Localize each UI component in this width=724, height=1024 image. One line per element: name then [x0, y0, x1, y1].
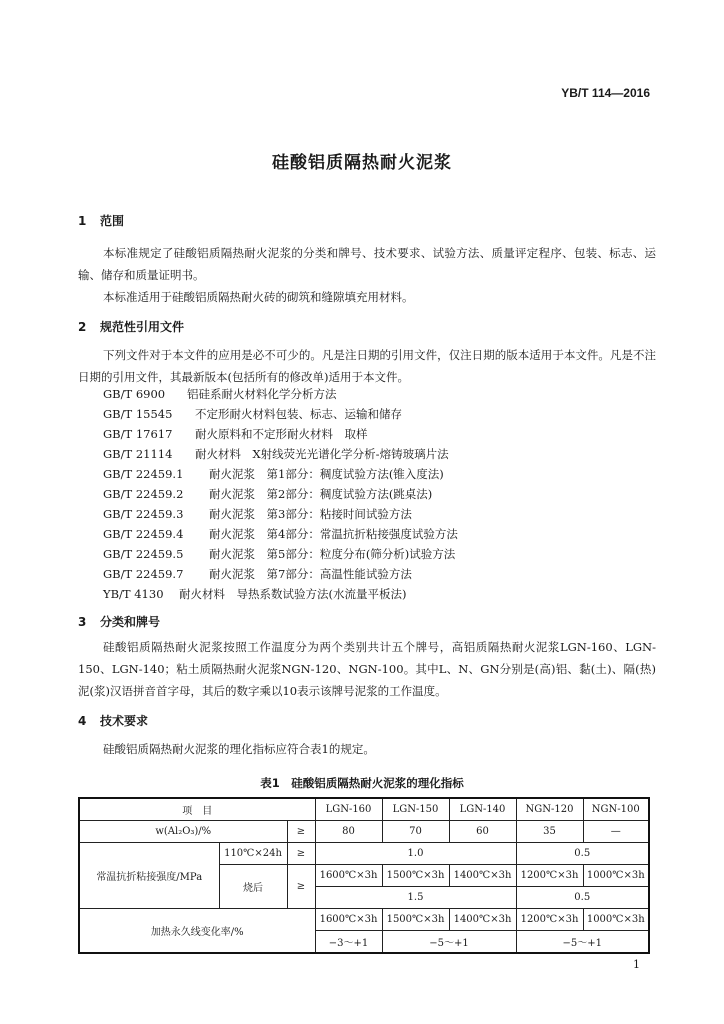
reference-code: YB/T 4130 — [103, 587, 164, 601]
section-number: 4 — [78, 714, 87, 728]
table-header-row — [79, 798, 649, 821]
reference-item — [103, 524, 458, 544]
reference-title: 耐火材料 导热系数试验方法(水流量平板法) — [179, 587, 407, 601]
section-number: 3 — [78, 615, 87, 629]
section-2-paragraph-1: 下列文件对于本文件的应用是必不可少的。凡是注日期的引用文件，仅注日期的版本适用于本文件。凡是不注日期的引用文件，其最新版本(包括所有的修改单)适用于本文件。 — [78, 348, 656, 384]
temperature-cell: 1600℃×3h — [315, 865, 382, 887]
reference-item — [103, 504, 458, 524]
grade-header-cell: NGN-100 — [583, 798, 649, 821]
reference-code: GB/T 21114 — [103, 447, 173, 461]
section-title: 范围 — [100, 214, 125, 228]
temperature-cell: 1500℃×3h — [382, 909, 449, 931]
temperature-cell: 1200℃×3h — [516, 909, 583, 931]
grade-header-cell: LGN-160 — [315, 798, 382, 821]
section-1-heading — [78, 212, 124, 229]
temperature-cell: 1200℃×3h — [516, 865, 583, 887]
value-cell: 70 — [382, 821, 449, 843]
normative-references-list — [103, 384, 458, 604]
table-caption: 表1 硅酸铝质隔热耐火泥浆的理化指标 — [260, 776, 464, 790]
reference-title: 耐火原料和不定形耐火材料 取样 — [195, 427, 368, 441]
document-title: 硅酸铝质隔热耐火泥浆 — [272, 153, 452, 173]
operator-cell: ≥ — [287, 843, 315, 865]
grade-header-cell: NGN-120 — [516, 798, 583, 821]
value-cell: — — [583, 821, 649, 843]
reference-item — [103, 584, 458, 604]
temperature-cell: 1000℃×3h — [583, 865, 649, 887]
value-cell: 1.5 — [315, 887, 516, 909]
section-1-paragraph-2: 本标准适用于硅酸铝质隔热耐火砖的砌筑和缝隙填充用材料。 — [103, 290, 414, 304]
section-number: 2 — [78, 320, 87, 334]
section-2-heading — [78, 318, 184, 335]
item-header-cell: 项 目 — [79, 798, 315, 821]
page-number: 1 — [633, 958, 640, 971]
operator-cell: ≥ — [287, 865, 315, 909]
condition-cell: 烧后 — [219, 865, 287, 909]
value-cell: −5～+1 — [382, 931, 516, 954]
condition-cell: 110℃×24h — [219, 843, 287, 865]
reference-title: 耐火材料 X射线荧光光谱化学分析-熔铸玻璃片法 — [195, 447, 449, 461]
reference-code: GB/T 22459.1 — [103, 467, 184, 481]
reference-code: GB/T 22459.4 — [103, 527, 184, 541]
section-4-paragraph-1: 硅酸铝质隔热耐火泥浆的理化指标应符合表1的规定。 — [103, 742, 375, 756]
section-title: 规范性引用文件 — [100, 320, 185, 334]
reference-item — [103, 424, 458, 444]
section-1-paragraph-1: 本标准规定了硅酸铝质隔热耐火泥浆的分类和牌号、技术要求、试验方法、质量评定程序、包装、标志、运输、储存和质量证明书。 — [78, 246, 656, 282]
temperature-cell: 1000℃×3h — [583, 909, 649, 931]
reference-code: GB/T 6900 — [103, 387, 166, 401]
reference-item — [103, 384, 458, 404]
value-cell: 60 — [449, 821, 516, 843]
reference-item — [103, 564, 458, 584]
value-cell: 1.0 — [315, 843, 516, 865]
reference-item — [103, 444, 458, 464]
reference-title: 耐火泥浆 第7部分：高温性能试验方法 — [209, 567, 412, 581]
reference-title: 铝硅系耐火材料化学分析方法 — [187, 387, 337, 401]
reference-title: 耐火泥浆 第3部分：粘接时间试验方法 — [209, 507, 412, 521]
reference-code: GB/T 15545 — [103, 407, 173, 421]
bond-strength-label-cell: 常温抗折粘接强度/MPa — [79, 843, 219, 909]
reference-title: 不定形耐火材料包装、标志、运输和储存 — [195, 407, 402, 421]
value-cell: −3～+1 — [315, 931, 382, 954]
section-3-paragraph-1: 硅酸铝质隔热耐火泥浆按照工作温度分为两个类别共计五个牌号，高铝质隔热耐火泥浆LGN-160、LGN-150、LGN-140；粘土质隔热耐火泥浆NGN-120、NGN-100。其中L、N、GN分别是(高)铝、黏(土)、隔(热)泥(浆)汉语拼音首字母，其后的数字乘以10表示该牌号泥浆的工作温度。 — [78, 640, 656, 698]
table-row-linear-change-temps — [79, 909, 649, 931]
reference-code: GB/T 17617 — [103, 427, 173, 441]
reference-code: GB/T 22459.2 — [103, 487, 184, 501]
linear-change-label-cell: 加热永久线变化率/% — [79, 909, 315, 954]
standard-number: YB/T 114—2016 — [561, 86, 650, 100]
reference-title: 耐火泥浆 第2部分：稠度试验方法(跳桌法) — [209, 487, 433, 501]
section-number: 1 — [78, 214, 87, 228]
value-cell: 80 — [315, 821, 382, 843]
section-3-heading — [78, 613, 160, 630]
value-cell: 0.5 — [516, 843, 649, 865]
value-cell: 0.5 — [516, 887, 649, 909]
reference-item — [103, 464, 458, 484]
reference-title: 耐火泥浆 第1部分：稠度试验方法(锥入度法) — [209, 467, 444, 481]
temperature-cell: 1600℃×3h — [315, 909, 382, 931]
operator-cell: ≥ — [287, 821, 315, 843]
temperature-cell: 1400℃×3h — [449, 909, 516, 931]
section-title: 分类和牌号 — [100, 615, 161, 629]
table-row-bond-dried — [79, 843, 649, 865]
reference-code: GB/T 22459.5 — [103, 547, 184, 561]
reference-title: 耐火泥浆 第4部分：常温抗折粘接强度试验方法 — [209, 527, 458, 541]
table-row-alumina — [79, 821, 649, 843]
grade-header-cell: LGN-140 — [449, 798, 516, 821]
reference-code: GB/T 22459.7 — [103, 567, 184, 581]
section-4-heading — [78, 712, 148, 729]
reference-title: 耐火泥浆 第5部分：粒度分布(筛分析)试验方法 — [209, 547, 456, 561]
reference-code: GB/T 22459.3 — [103, 507, 184, 521]
value-cell: −5～+1 — [516, 931, 649, 954]
reference-item — [103, 404, 458, 424]
alumina-label-cell: w(Al₂O₃)/% — [79, 821, 287, 843]
reference-item — [103, 544, 458, 564]
value-cell: 35 — [516, 821, 583, 843]
grade-header-cell: LGN-150 — [382, 798, 449, 821]
properties-table — [78, 797, 650, 954]
reference-item — [103, 484, 458, 504]
section-title: 技术要求 — [100, 714, 149, 728]
temperature-cell: 1500℃×3h — [382, 865, 449, 887]
temperature-cell: 1400℃×3h — [449, 865, 516, 887]
